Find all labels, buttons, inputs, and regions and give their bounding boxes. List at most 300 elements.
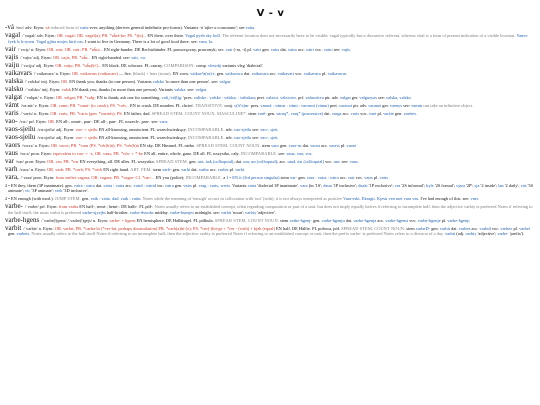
- dictionary-entry-vara: [5, 172, 536, 181]
- entry-text: EN sky. DE Himmel. FL niebo.: [138, 142, 197, 148]
- cross-reference-link[interactable]: vairi: [253, 46, 262, 52]
- entry-text: /vɑːsjeilu/ adj. Etym:: [37, 134, 76, 140]
- cross-reference-link[interactable]: vaira: [247, 182, 257, 188]
- cross-reference-link[interactable]: vao‑sjeilu: [233, 134, 252, 140]
- cross-reference-link[interactable]: kyle: [426, 182, 434, 188]
- entry-text: TRANSITIVE.: [195, 102, 224, 108]
- entry-text: acc.: [124, 182, 134, 188]
- entry-text: '3S animate';: [8, 182, 534, 193]
- cross-reference-link[interactable]: vaira : vaira: [73, 182, 95, 188]
- entry-text: stem: [260, 142, 272, 148]
- cross-reference-link[interactable]: vara : vaira : vaira: [306, 174, 339, 180]
- entry-text: EN to thank; ask one for something.: [95, 94, 162, 100]
- dictionary-entry-var: [5, 156, 536, 165]
- cross-reference-link[interactable]: Ekragit.: [361, 196, 377, 201]
- cross-reference-link[interactable]: varbiy: [245, 209, 257, 215]
- entry-headword: vair: [5, 44, 16, 53]
- entry-text: '2 daily';: [503, 182, 521, 188]
- entry-text: Notes refers to a division of a day.: [383, 231, 445, 236]
- entry-text: 2 • EN they, them (3P inanimate). gen.: [5, 182, 74, 188]
- entry-text: '3D inclusive'.: [62, 188, 89, 193]
- entry-text: adv.: [224, 134, 234, 140]
- entry-headword: valgat: [5, 92, 23, 101]
- dictionary-entry-va-suffix: [5, 25, 536, 31]
- entry-text: /vɑːsjeilu/ adj. Etym:: [37, 126, 76, 132]
- cross-reference-link[interactable]: valgat: [339, 94, 351, 100]
- entry-headword: vaors: [5, 140, 21, 149]
- entry-text: inc.: [156, 182, 165, 188]
- entry-text: OR. varis; PR. *ʋaris (gen. *ʋarisēs); PS.: [50, 110, 123, 116]
- entry-text: 'adjective'.: [256, 209, 276, 215]
- entry-text: Notes if referring to an incomplete half, then the adjective varbiy is preferred: [96, 231, 233, 236]
- cross-reference-link[interactable]: varbei: [519, 225, 531, 231]
- cross-reference-link[interactable]: vaikavʰa(ra)‑i;: [190, 70, 216, 76]
- entry-text: INCOMPARABLE.: [187, 126, 225, 132]
- cross-reference-link[interactable]: vaora: [310, 142, 320, 148]
- entry-text: The referent location does not necessarily have to be visible; vagal typically has a discursive referent, whereas vital is a form of present indication of a visible location.: [221, 33, 517, 38]
- cross-reference-link[interactable]: vaik : vaitz. dad. vaik : vaitn.: [90, 196, 142, 201]
- entry-text: pret.: [328, 102, 339, 108]
- cross-reference-link[interactable]: urù, ùsk (colloquial): [197, 158, 234, 164]
- entry-text: EN to crush. DE murden. FL chcieć.: [128, 102, 196, 108]
- entry-text: ; see: [236, 25, 246, 30]
- entry-text: from varba: [58, 204, 79, 209]
- entry-text: /ˈvarbe(ʲ)ɡens/ /ˈvarbe(ʲ)ɡejs/ n. Etym:: [41, 217, 110, 223]
- cross-reference-link[interactable]: varbe‑sjyejbs: [82, 209, 106, 215]
- entry-text: '3P animate';: [30, 188, 55, 193]
- entry-text: adv.: [224, 126, 234, 132]
- entry-text: gen.: [393, 110, 404, 116]
- entry-text: half‑brother.: [105, 209, 130, 215]
- entry-text: midnight. see:: [193, 209, 222, 215]
- entry-text: prf.: [297, 94, 306, 100]
- entry-headword: -vá: [5, 23, 14, 31]
- cross-reference-link[interactable]: viek: [54, 188, 63, 193]
- entry-text: Notes usually refers to an established concept, often regarding composition or part of a unit, but does not imply equally halves if referring to incomplete half, then the adjective varbiy is preferred: [154, 204, 498, 209]
- entry-headword: vao‑: [5, 116, 18, 125]
- cross-reference-link[interactable]: vaird : vairid: [133, 182, 157, 188]
- entry-text: SPREAD STEM, COUNT NOUN.: [341, 225, 406, 231]
- entry-text: see:: [186, 86, 196, 92]
- dictionary-entry-vara-2: [5, 183, 536, 194]
- dictionary-entry-vaors: [5, 140, 536, 149]
- entry-text: 'pres.: [182, 94, 194, 100]
- entry-text: — fire.: [117, 70, 133, 76]
- cross-reference-link[interactable]: dzale: [358, 182, 368, 188]
- entry-text: (-ra, -i) pl.: [232, 46, 254, 52]
- entry-text: dat.: [323, 110, 332, 116]
- entry-text: dat.: [279, 46, 288, 52]
- entry-text: '2S formal';: [433, 182, 457, 188]
- entry-text: pl.: [339, 142, 347, 148]
- entry-text: gen.: [297, 174, 307, 180]
- entry-text: /vɑːs/ pron. Etym:: [19, 150, 53, 156]
- entry-text: dat.: [301, 142, 311, 148]
- cross-reference-link[interactable]: varbe‑hgenji: [447, 217, 470, 223]
- entry-text: EN all‑knowing, omniscient. FL wszechwiedzący.: [97, 126, 188, 132]
- cross-reference-link[interactable]: var‑: [290, 174, 298, 180]
- cross-reference-link[interactable]: varh‑: [162, 166, 172, 172]
- cross-reference-link[interactable]: vaikavara: [251, 70, 269, 76]
- entry-text: stem: [278, 217, 290, 223]
- cross-reference-link[interactable]: vaita: [79, 25, 89, 30]
- entry-text: SPREAD STEM, COUNT NOUN.: [214, 217, 279, 223]
- entry-text: acc.: [268, 70, 278, 76]
- cross-reference-link[interactable]: varėtes.: [403, 110, 417, 116]
- dictionary-entry-varbi-2: [5, 196, 536, 202]
- entry-text: acc.: [319, 142, 330, 148]
- cross-reference-link[interactable]: vaomei: [368, 102, 382, 108]
- cross-reference-link[interactable]: vleuobj: [208, 62, 222, 68]
- entry-text: acc.: [208, 166, 218, 172]
- cross-reference-link[interactable]: vaira: [164, 182, 174, 188]
- entry-text: pl.: [320, 70, 328, 76]
- cross-reference-link[interactable]: vaira: [287, 46, 297, 52]
- entry-text: voc.: [354, 174, 365, 180]
- entry-text: I want to live in Germany. There is a lot of good food there. see:: [83, 38, 199, 44]
- cross-reference-link[interactable]: vic: [25, 188, 31, 193]
- cross-reference-link[interactable]: valgat.: [219, 78, 232, 84]
- cross-reference-link[interactable]: vás: [520, 182, 527, 188]
- cross-reference-link[interactable]: vajis.: [341, 46, 352, 52]
- entry-text: conj.: [223, 102, 235, 108]
- entry-text: see:: [251, 126, 261, 132]
- entry-text: ger.: [350, 94, 360, 100]
- entry-text: INCOMPARABLE.: [187, 134, 225, 140]
- cross-reference-link[interactable]: Kjesti ven mei vara vas.: [376, 196, 420, 201]
- dictionary-entry-vao: [5, 116, 536, 125]
- entry-headword: varh: [5, 164, 18, 173]
- entry-text: /ˈvaris/ n. Etym:: [20, 110, 51, 116]
- entry-text: see:: [332, 46, 342, 52]
- entry-text: /var/ pron. Etym:: [15, 158, 48, 164]
- entry-headword: vaus: [5, 148, 18, 157]
- cross-reference-link[interactable]: vaikavari: [277, 70, 295, 76]
- entry-text: 'prefix').: [508, 231, 525, 236]
- entry-text: Notes usually refers to the half itself: [30, 231, 97, 236]
- cross-reference-link[interactable]: vaita.: [245, 25, 256, 30]
- entry-text: pl.: [440, 217, 448, 223]
- cross-reference-link[interactable]: vao‑sjeilu: [233, 126, 252, 132]
- cross-reference-link[interactable]: dzun: [323, 182, 332, 188]
- cross-reference-link[interactable]: varbiy: [465, 231, 477, 236]
- cross-reference-link[interactable]: vamin: [411, 102, 423, 108]
- entry-text: '2 inside';: [479, 182, 499, 188]
- entry-headword: varbe‑hgens: [5, 215, 40, 224]
- cross-reference-link[interactable]: varbe‑hgenju: [321, 217, 345, 223]
- entry-text: OR. varbit; PR. *ʋarba‑bi (*ʋer‑bit, perhaps dissimilation) PR. *ʋarb(a)bi‑(o); PS. *ʋer(‑)bit‑ge + *ʋer ‑ (with) + kjek (equal): [54, 225, 275, 231]
- entry-text: pres.: [249, 102, 261, 108]
- cross-reference-link[interactable]: varbid: [479, 225, 491, 231]
- entry-text: EN father, dad.: [122, 110, 152, 116]
- dictionary-entry-varis: [5, 108, 536, 117]
- dictionary-entry-valska: [5, 76, 536, 85]
- cross-reference-link[interactable]: valska, valsko.: [385, 94, 412, 100]
- entry-text: '1P inclusive';: [331, 182, 359, 188]
- cross-reference-link[interactable]: varbit: [444, 231, 456, 236]
- cross-reference-link[interactable]: vairo: [323, 46, 333, 52]
- entry-text: ger.: [381, 102, 390, 108]
- cross-reference-link[interactable]: vaikavarar.: [327, 70, 348, 76]
- cross-reference-link[interactable]: varbit: [439, 225, 451, 231]
- entry-text: INCOMPARABLE.: [185, 174, 223, 180]
- dictionary-entry-vaosjeilvi: [5, 132, 536, 141]
- entry-text: /vɑː/ adv. Etym:: [15, 25, 46, 30]
- entry-text: gen.: [430, 225, 440, 231]
- cross-reference-link[interactable]: varis: [350, 110, 360, 116]
- entry-text: see:: [251, 134, 261, 140]
- entry-text: see:: [402, 102, 412, 108]
- cross-reference-link[interactable]: varbeis.: [16, 231, 31, 236]
- cross-reference-link[interactable]: vairs: [183, 182, 192, 188]
- entry-text: ; acc.: [277, 158, 288, 164]
- cross-reference-link[interactable]: Vagal pyeh sky holl.: [185, 33, 222, 38]
- entry-text: /vɑːrs/ n. Etym:: [22, 142, 51, 148]
- cross-reference-link[interactable]: valuozitva: [305, 94, 324, 100]
- entry-text: /ˈvalɡat/ v. Etym:: [24, 94, 56, 100]
- cross-reference-link[interactable]: Vanve fyek ls h‑rysen. Vagal gjāra mojes birū vas.: [8, 33, 528, 44]
- cross-reference-link[interactable]: vao‑, sjeit.: [260, 134, 279, 140]
- entry-text: OR. vair; OR. vair; PR. *uȟra...: [47, 46, 103, 52]
- cross-reference-link[interactable]: varga: [331, 110, 342, 116]
- cross-reference-link[interactable]: vaenys: [389, 102, 403, 108]
- cross-reference-link[interactable]: varbeo: [500, 225, 513, 231]
- entry-text: Notes if referring to an established concept or unit, then the prefix varbe‑ is preferred: [232, 231, 384, 236]
- cross-reference-link[interactable]: vara: [300, 182, 308, 188]
- cross-reference-link[interactable]: varg : varis, weris.: [198, 182, 232, 188]
- entry-text: gen.: [266, 110, 277, 116]
- cross-reference-link[interactable]: vaus; vao; vos.: [286, 150, 313, 156]
- cross-reference-link[interactable]: 1 • EN it (3rd person singular): [226, 174, 280, 180]
- entry-text: acc.: [341, 110, 351, 116]
- entry-text: OR. vajis; PR. *uȟr...: [52, 54, 91, 60]
- cross-reference-link[interactable]: vaor: [271, 142, 279, 148]
- cross-reference-link[interactable]: valgat.: [195, 86, 208, 92]
- entry-headword: vagal: [5, 31, 21, 39]
- entry-text: gen.: [311, 217, 322, 223]
- entry-text: gen.: [8, 231, 17, 236]
- cross-reference-link[interactable]: varhi.: [235, 166, 246, 172]
- dictionary-entry-varbit: [5, 223, 536, 237]
- cross-reference-link[interactable]: urø.: [333, 158, 341, 164]
- entry-text: OR. vaors; PR. *ʋaru (PS. *ʋér(h)ŭ); PS. *ʋér(h)ŭ: [50, 142, 139, 148]
- entry-text: INCOMPARABLE.: [240, 150, 278, 156]
- cross-reference-link[interactable]: varbe‑hgenj‑: [289, 217, 312, 223]
- dictionary-entry-vaus: [5, 148, 536, 157]
- cross-reference-link[interactable]: vaikavoru: [225, 70, 243, 76]
- dictionary-entry-vaiju: [5, 60, 536, 69]
- entry-text: acc.: [296, 46, 306, 52]
- cross-reference-link[interactable]: lan: [498, 182, 504, 188]
- entry-text: /ˈvarbe/ prf. Etym:: [24, 204, 59, 209]
- entry-text: '1P exclusive';: [367, 182, 395, 188]
- entry-text: EN all‑knowing, omniscient. FL wszechwiedzący.: [97, 134, 188, 140]
- entry-text: JUMP STEM.: [54, 196, 81, 201]
- cross-reference-link[interactable]: varhi: [181, 166, 191, 172]
- cross-reference-link[interactable]: vaomot: [338, 102, 353, 108]
- entry-text: (black) + bars (stone),: [132, 70, 172, 76]
- cross-reference-link[interactable]: varbe‑hgenje: [417, 217, 441, 223]
- cross-reference-link[interactable]: ura; un (colloquial): [243, 158, 278, 164]
- cross-reference-link[interactable]: valska.: [174, 86, 187, 92]
- cross-reference-link[interactable]: varbit: [221, 209, 232, 215]
- dictionary-entry-valsko: [5, 84, 536, 93]
- cross-reference-link[interactable]: varê-: [257, 110, 267, 116]
- entry-text: voc.: [323, 158, 334, 164]
- entry-text: vao‑ + sjeilu: [75, 134, 98, 140]
- entry-text: Notes if referring to the half itself, the noun varbit is preferred: [8, 204, 533, 215]
- entry-text: varbe‑ + hgens: [109, 217, 136, 223]
- cross-reference-link[interactable]: vair: [225, 46, 233, 52]
- cross-reference-link[interactable]: vaoris: [329, 142, 340, 148]
- entry-text: '2S informal';: [400, 182, 427, 188]
- entry-text: /vaːmt/ v. Etym:: [21, 102, 51, 108]
- entry-text: EN all‑, omni‑, pan‑. DE all‑, pan‑. FL wszech‑, pan‑. see:: [55, 118, 160, 124]
- cross-reference-link[interactable]: vaorė: [346, 142, 357, 148]
- cross-reference-link[interactable]: utad, ùst (colloquial): [287, 158, 324, 164]
- cross-reference-link[interactable]: varbe‑hgenst: [385, 217, 409, 223]
- entry-text: gen.: [187, 158, 198, 164]
- entry-text: EN right‑hander. DE Rechtshänder. FL praworęczny, prawonyk; sec.: [102, 46, 226, 52]
- entry-text: stem: [279, 174, 291, 180]
- entry-text: a: [222, 174, 227, 180]
- entry-headword: vajis: [5, 52, 19, 61]
- cross-reference-link[interactable]: vra: [394, 182, 401, 188]
- cross-reference-link[interactable]: varbe‑: [497, 231, 509, 236]
- cross-reference-link[interactable]: varbeD‑: [415, 225, 431, 231]
- entry-text: ART. FEM.: [130, 166, 152, 172]
- entry-text: /ˈvaːi̯r/ n. Etym:: [17, 46, 48, 52]
- entry-text: ptr. adv.: [352, 102, 369, 108]
- cross-reference-link[interactable]: vaira : vaira: [103, 182, 125, 188]
- entry-text: EN thank you, thanks (to one person). Variants: [68, 78, 153, 84]
- cross-reference-link[interactable]: varbea: [458, 225, 471, 231]
- cross-reference-link[interactable]: valiske : valske : valska; : valiskan: [193, 94, 255, 100]
- entry-text: pl.: [372, 174, 380, 180]
- entry-headword: varbit: [5, 223, 22, 232]
- entry-text: SPREAD STEM, COUNT NOUN, MASCULINE*.: [151, 110, 248, 116]
- cross-reference-link[interactable]: valsko: [152, 78, 165, 84]
- cross-reference-link[interactable]: vjara: [456, 182, 465, 188]
- cross-reference-link[interactable]: vairs: [270, 46, 280, 52]
- cross-reference-link[interactable]: varė: [368, 110, 377, 116]
- cross-reference-link[interactable]: vara; la.: [198, 38, 214, 44]
- entry-text: OR.: [47, 118, 56, 124]
- dictionary-entry-varbehgens: [5, 215, 536, 224]
- entry-text: midday.: [153, 209, 170, 215]
- entry-text: 'after a consonant': [203, 25, 237, 30]
- entry-headword: varis: [5, 108, 19, 117]
- entry-text: EN black. DE schwarz. FL czarny.: [101, 62, 165, 68]
- cross-reference-link[interactable]: varbe‑hunrjes: [169, 209, 194, 215]
- entry-text: OR. var; PR. *ʋar: [47, 158, 79, 164]
- cross-reference-link[interactable]: vao‑, sjeit.: [260, 126, 279, 132]
- entry-text: /ˈvaikavars/ n. Etym:: [33, 70, 72, 76]
- entry-text: ptr. adv.: [323, 94, 340, 100]
- cross-reference-link[interactable]: valt₂ʳvá(l)g:: [161, 94, 183, 100]
- cross-reference-link[interactable]: varha: [198, 166, 209, 172]
- entry-text: SPREAD STEM.: [156, 158, 188, 164]
- cross-reference-link[interactable]: varuq*, varq* (possessive): [276, 110, 324, 116]
- entry-text: /ˈvalsko/ intj. Etym:: [25, 86, 62, 92]
- entry-text: voc.: [490, 225, 501, 231]
- cross-reference-link[interactable]: valziot. valzictov.: [266, 94, 298, 100]
- cross-reference-link[interactable]: vaor‑ru: [288, 142, 302, 148]
- cross-reference-link[interactable]: valguzyas: [359, 94, 377, 100]
- entry-text: (in '1S';: [307, 182, 324, 188]
- entry-text: variants vleg 'dialectal'.: [221, 62, 264, 68]
- entry-text: OR. valgat; PR. *ʋalg-: [55, 94, 96, 100]
- entry-text: EN there, over there.: [146, 33, 186, 38]
- cross-reference-link[interactable]: varbe‑dvuobs: [129, 209, 154, 215]
- entry-text: acc.: [470, 225, 480, 231]
- dictionary-entry-valgat: [5, 92, 536, 101]
- entry-text: gen.: [278, 142, 289, 148]
- entry-text: /ˈvaːi̯ju/ adj. Etym:: [21, 62, 56, 68]
- cross-reference-link[interactable]: vair: [347, 174, 355, 180]
- cross-reference-link[interactable]: varėte: [383, 110, 394, 116]
- entry-text: OR. varh; PR. *ʋarh; PS. *ʋérh: [47, 166, 103, 172]
- entry-text: gen.: [171, 166, 182, 172]
- entry-text: from earlier vagara; OR. vagara; PR. *ʋagar- Cf. *ʋar-...: [55, 174, 155, 180]
- entry-text: 'noun';: [231, 209, 246, 215]
- dictionary-entry-vamt: [5, 100, 536, 109]
- entry-text: ever, anything (derives general indefinite pro-forms). Variants -á: [88, 25, 204, 30]
- cross-reference-link[interactable]: varbe‑hgenja: [353, 217, 377, 223]
- cross-reference-link[interactable]: vaus.: [349, 158, 359, 164]
- entry-text: EN you (polite);: [154, 174, 186, 180]
- entry-text: COMPARISON:: [164, 62, 197, 68]
- entry-text: EN crow.: [171, 70, 191, 76]
- entry-headword: var: [5, 156, 14, 165]
- entry-text: /vaɾx/ n. Etym:: [19, 166, 48, 172]
- cross-reference-link[interactable]: v(ā°a)m‑: [234, 102, 250, 108]
- cross-reference-link[interactable]: vamsè : vámsi : vámt : vaomvá (vámu): [260, 102, 329, 108]
- entry-headword: vámt: [5, 100, 19, 109]
- cross-reference-link[interactable]: vaos.: [159, 118, 169, 124]
- entry-headword: vaiju: [5, 60, 19, 69]
- dictionary-entry-vaosjeilu: [5, 124, 536, 133]
- entry-text: vá: [45, 25, 50, 30]
- entry-text: dat.: [450, 225, 459, 231]
- entry-text: /vɑː/ prf. Etym:: [19, 118, 48, 124]
- entry-headword: varbe‑: [5, 202, 23, 210]
- entry-text: EN all, entire, whole, ganz. DE all. FL wszystko, cały.: [143, 150, 241, 156]
- cross-reference-link[interactable]: vair, -ra.: [131, 54, 146, 60]
- cross-reference-link[interactable]: vaer.: [470, 196, 479, 201]
- entry-text: OR. vamt; PR. *ʋamt- (to crush); PS. *ʋeh...: [50, 102, 129, 108]
- entry-text: gen.: [80, 196, 91, 201]
- cross-reference-link[interactable]: vaikavaro: [303, 70, 321, 76]
- entry-text: EN half‑, semi‑, hemi‑. DE halb‑. FL pół‑.: [78, 204, 155, 209]
- entry-text: pl.: [228, 166, 236, 172]
- entry-text: pl.: [512, 225, 520, 231]
- entry-text: pl.: [376, 110, 384, 116]
- cross-reference-link[interactable]: vairi: [305, 46, 314, 52]
- cross-reference-link[interactable]: vairs: [364, 174, 373, 180]
- entry-text: ; pret.: [254, 94, 267, 100]
- cross-reference-link[interactable]: varis: [379, 174, 389, 180]
- cross-reference-link[interactable]: Vara‑eski.: [343, 196, 362, 201]
- entry-headword: vaos‑sjeilu: [5, 124, 36, 133]
- entry-headword: vara,: [5, 172, 19, 181]
- entry-text: comp.: [196, 62, 208, 68]
- dictionary-entry-vaikavars: [5, 68, 536, 77]
- cross-reference-link[interactable]: sja: [474, 182, 480, 188]
- cross-reference-link[interactable]: varhis: [217, 166, 229, 172]
- entry-text: acc.: [376, 217, 386, 223]
- entry-text: see:: [340, 158, 350, 164]
